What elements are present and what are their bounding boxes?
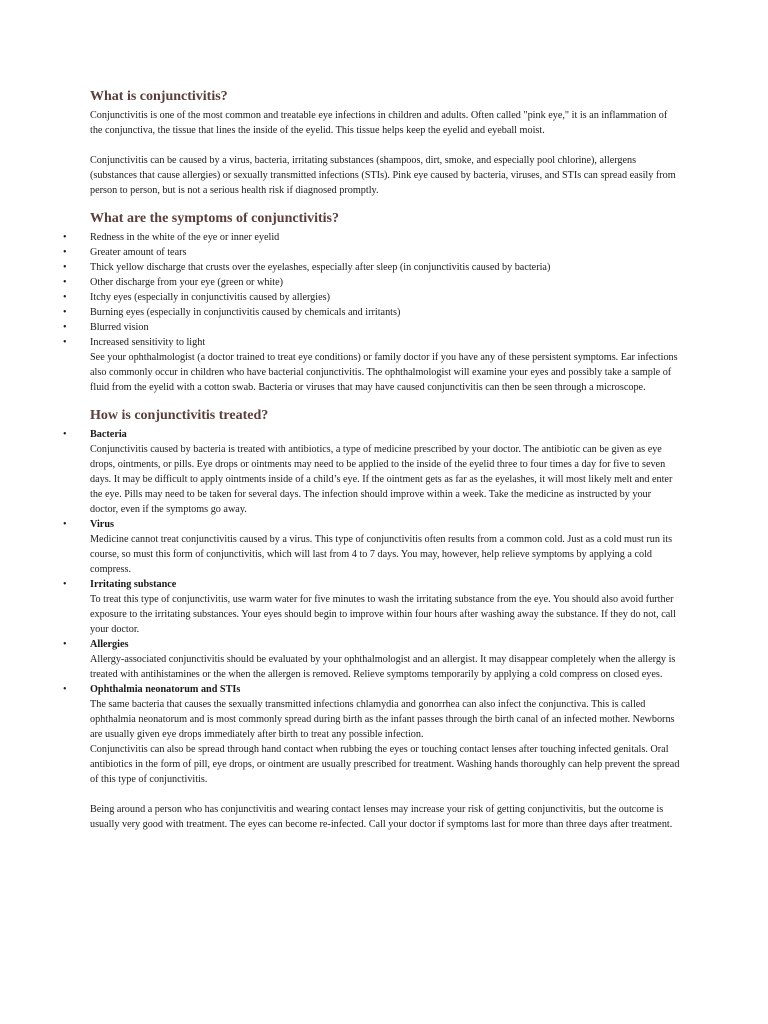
bullet-icon: • — [63, 277, 67, 288]
bullet-icon: • — [63, 232, 67, 243]
list-item: • Itchy eyes (especially in conjunctivitis caused by allergies) — [63, 292, 330, 303]
treatment-title: Virus — [90, 519, 114, 530]
list-item: • Other discharge from your eye (green or white) — [63, 277, 284, 288]
list-item: • Redness in the white of the eye or inner eyelid — [63, 232, 280, 243]
treatment-text: Allergy-associated conjunctivitis should be evaluated by your ophthalmologist and an allergist. It may disappear completely when the allergy is treated with antihistamines or the when the allergen is removed. Relieve symptoms temporarily by applying a cold compress on closed eyes. — [90, 654, 676, 680]
list-item: • Increased sensitivity to light See your ophthalmologist (a doctor trained to treat eye conditions) or family doctor if you have any of these persistent symptoms. Ear infections also commonly occur in children who have bacterial conjunctivitis. The ophthalmologist will examine your eyes and possibly take a sample of fluid from the eyelid with a cotton swab. Bacteria or viruses that may have caused conjunctivitis can then be seen through a microscope. — [63, 337, 678, 393]
bullet-icon: • — [63, 247, 67, 258]
list-item — [63, 682, 680, 787]
bullet-icon: • — [63, 684, 67, 695]
paragraph-definition: Conjunctivitis is one of the most common and treatable eye infections in children and adults. Often called "pink eye," it is an inflammation of the conjunctiva, the tissue that lines the inside of the eyelid. This tissue helps keep the eyelid and eyeball moist. — [90, 110, 668, 136]
treatment-list — [63, 427, 680, 787]
list-item: • Blurred vision — [63, 322, 149, 333]
heading-treatment: How is conjunctivitis treated? — [90, 408, 269, 423]
symptoms-list — [63, 230, 680, 395]
bullet-icon: • — [63, 579, 67, 590]
bullet-icon: • — [63, 262, 67, 273]
bullet-icon: • — [63, 519, 67, 530]
list-item — [63, 517, 680, 577]
paragraph-see-doctor: See your ophthalmologist (a doctor trained to treat eye conditions) or family doctor if you have any of these persistent symptoms. Ear infections also commonly occur in children who have bacterial conjunctivitis. The ophthalmologist will examine your eyes and possibly take a sample of fluid from the eyelid with a cotton swab. Bacteria or viruses that may have caused conjunctivitis can then be seen through a microscope. — [90, 352, 678, 393]
bullet-icon: • — [63, 639, 67, 650]
list-item: • Burning eyes (especially in conjunctivitis caused by chemicals and irritants) — [63, 307, 401, 318]
bullet-icon: • — [63, 322, 67, 333]
treatment-title: Ophthalmia neonatorum and STIs — [90, 684, 241, 695]
treatment-text: The same bacteria that causes the sexually transmitted infections chlamydia and gonorrhea can also infect the conjunctiva. This is called ophthalmia neonatorum and is most commonly spread during birth as the infant passes through the birth canal of an infected mother. Newborns are usually given eye drops immediately after birth to treat any possible infection. — [90, 699, 675, 740]
list-item: • Thick yellow discharge that crusts over the eyelashes, especially after sleep (in conjunctivitis caused by bacteria) — [63, 262, 551, 273]
list-item — [63, 577, 680, 637]
paragraph-causes: Conjunctivitis can be caused by a virus, bacteria, irritating substances (shampoos, dirt, smoke, and especially pool chlorine), allergens (substances that cause allergies) or sexually transmitted infections (STIs). Pink eye caused by bacteria, viruses, and STIs can spread easily from person to person, but is not a serious health risk if diagnosed promptly. — [90, 155, 676, 196]
document-page — [63, 88, 680, 832]
list-item — [63, 637, 680, 682]
list-item — [63, 427, 680, 517]
treatment-text-extra: Conjunctivitis can also be spread through hand contact when rubbing the eyes or touching contact lenses after touching infected genitals. Oral antibiotics in the form of pill, eye drops, or ointment are usually prescribed for treatment. Washing hands thoroughly can help prevent the spread of this type of conjunctivitis. — [90, 744, 680, 785]
list-item: • Greater amount of tears — [63, 247, 187, 258]
treatment-text: To treat this type of conjunctivitis, use warm water for five minutes to wash the irritating substance from the eye. You should also avoid further exposure to the irritating substances. Your eyes should begin to improve within four hours after washing away the substance. If they do not, call your doctor. — [90, 594, 676, 635]
heading-what-is: What is conjunctivitis? — [90, 89, 228, 104]
bullet-icon: • — [63, 307, 67, 318]
treatment-title: Bacteria — [90, 429, 127, 440]
treatment-text: Medicine cannot treat conjunctivitis caused by a virus. This type of conjunctivitis often results from a common cold. Just as a cold must run its course, so must this form of conjunctivitis, which will last from 4 to 7 days. You may, however, help relieve symptoms by applying a cold compress. — [90, 534, 673, 575]
heading-symptoms: What are the symptoms of conjunctivitis? — [90, 211, 340, 226]
treatment-title: Irritating substance — [90, 579, 177, 590]
bullet-icon: • — [63, 292, 67, 303]
treatment-text: Conjunctivitis caused by bacteria is treated with antibiotics, a type of medicine prescribed by your doctor. The antibiotic can be given as eye drops, ointments, or pills. Eye drops or ointments may need to be applied to the inside of the eyelid three to four times a day for five to seven days. It may be difficult to apply ointments inside of a child’s eye. If the ointment gets as far as the eyelashes, it will most likely melt and enter the eye. Pills may need to be taken for several days. The infection should improve within a week. Take the medicine as instructed by your doctor, even if the symptoms go away. — [90, 444, 673, 515]
bullet-icon: • — [63, 429, 67, 440]
paragraph-closing: Being around a person who has conjunctivitis and wearing contact lenses may increase your risk of getting conjunctivitis, but the outcome is usually very good with treatment. The eyes can become re-infected. Call your doctor if symptoms last for more than three days after treatment. — [90, 804, 673, 830]
bullet-icon: • — [63, 337, 67, 348]
treatment-title: Allergies — [90, 639, 129, 650]
